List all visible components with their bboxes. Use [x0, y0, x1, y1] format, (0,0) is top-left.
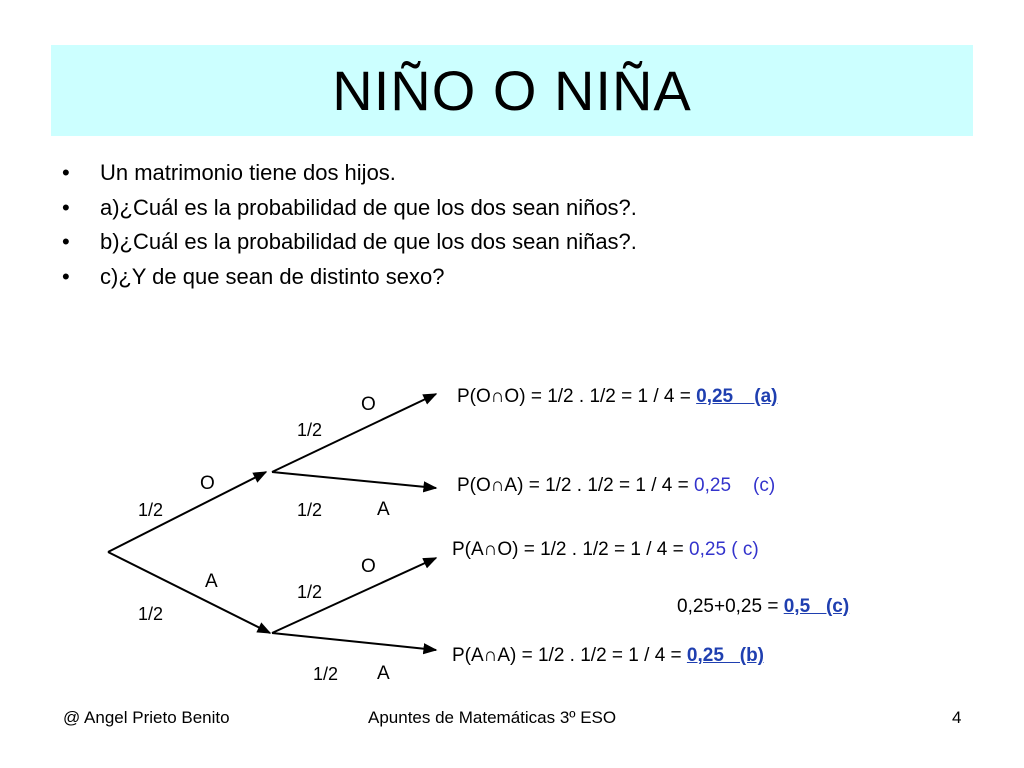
value-ao: 0,25 ( c): [689, 539, 759, 560]
tag-oa: (c): [753, 475, 776, 496]
node-oa: A: [377, 499, 390, 520]
equation-expr: P(A∩O) = 1/2 . 1/2 = 1 / 4 =: [452, 539, 690, 560]
node-a-first: A: [205, 571, 218, 592]
node-ao: O: [361, 556, 376, 577]
bullet-dot: •: [62, 194, 70, 220]
equation-expr: 0,25+0,25 =: [677, 596, 784, 617]
equation-oa: [457, 475, 775, 497]
footer-page-number: 4: [952, 708, 962, 727]
bullet-text: c)¿Y de que sean de distinto sexo?: [100, 263, 445, 289]
branch-root-lower: [108, 552, 270, 633]
node-aa: A: [377, 663, 390, 684]
branch-root-upper: [108, 472, 266, 552]
slide-title: NIÑO O NIÑA: [332, 59, 692, 122]
result-c: 0,5 (c): [783, 596, 850, 617]
equation-expr: P(A∩A) = 1/2 . 1/2 = 1 / 4 =: [452, 645, 687, 666]
equation-sum: [677, 596, 849, 618]
footer-course: Apuntes de Matemáticas 3º ESO: [368, 708, 617, 727]
branch-o-lower: [272, 472, 436, 488]
equation-aa: [452, 645, 764, 667]
branch-a-lower: [272, 633, 436, 650]
prob-aa: 1/2: [313, 664, 339, 684]
value-oa: 0,25: [694, 475, 732, 496]
bullet-text: a)¿Cuál es la probabilidad de que los dos sean niños?.: [100, 194, 637, 220]
result-b: 0,25 (b): [686, 645, 764, 666]
result-a: 0,25 (a): [696, 386, 778, 407]
bullet-dot: •: [62, 263, 70, 289]
equation-oo: [457, 386, 777, 408]
prob-oo: 1/2: [297, 420, 323, 440]
bullet-text: Un matrimonio tiene dos hijos.: [100, 160, 396, 186]
bullet-dot: •: [62, 160, 70, 186]
equation-ao: [452, 539, 759, 561]
bullet-dot: •: [62, 229, 70, 255]
node-oo: O: [361, 394, 376, 415]
equation-expr: P(O∩O) = 1/2 . 1/2 = 1 / 4 =: [457, 386, 697, 407]
prob-ao: 1/2: [297, 582, 323, 602]
footer-author: @ Angel Prieto Benito: [63, 708, 230, 727]
prob-a-first: 1/2: [138, 604, 164, 624]
prob-o-first: 1/2: [138, 500, 164, 520]
equation-expr: P(O∩A) = 1/2 . 1/2 = 1 / 4 =: [457, 475, 695, 496]
prob-oa: 1/2: [297, 500, 323, 520]
node-o-first: O: [200, 473, 215, 494]
bullet-text: b)¿Cuál es la probabilidad de que los dos sean niñas?.: [100, 229, 637, 255]
